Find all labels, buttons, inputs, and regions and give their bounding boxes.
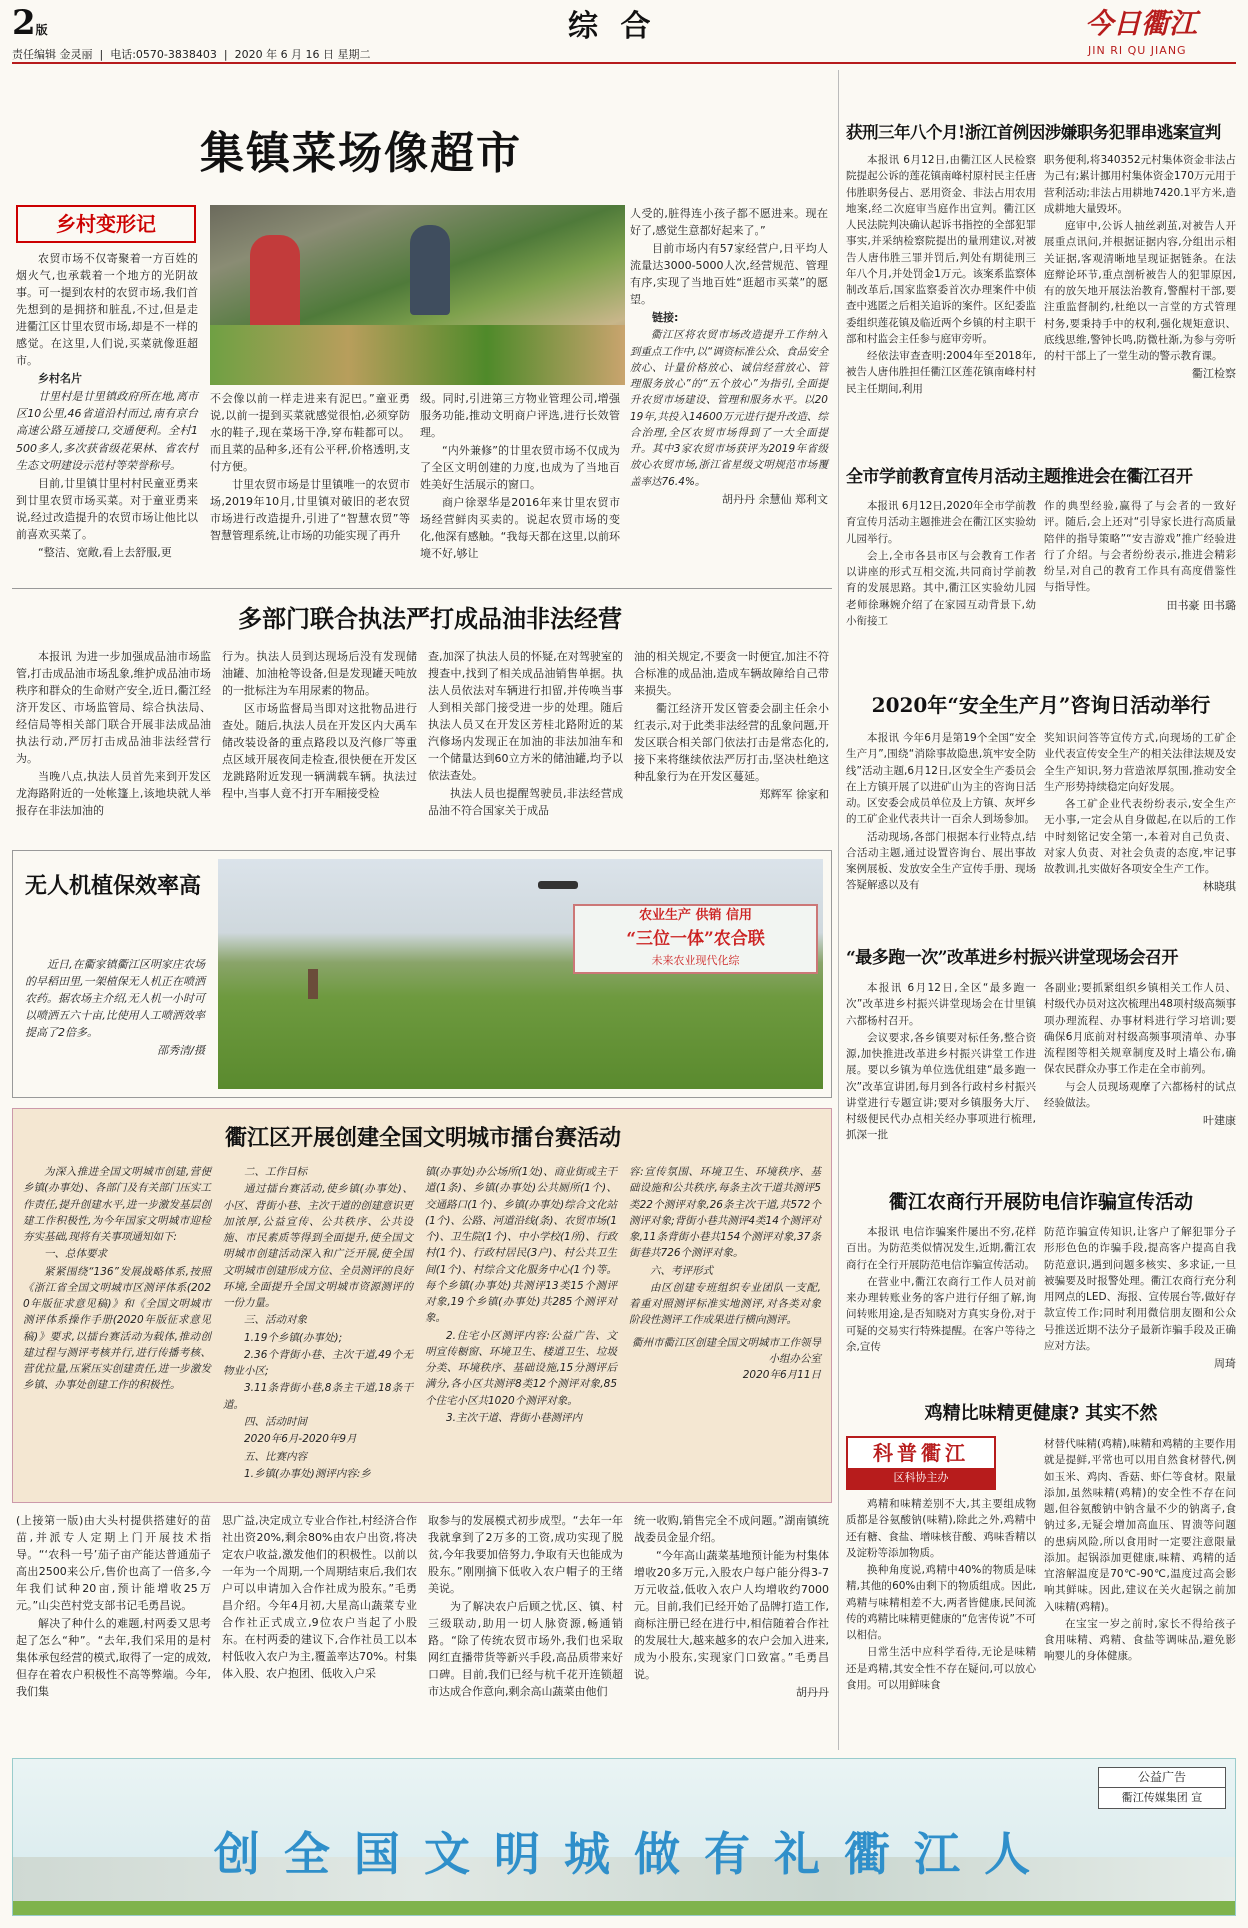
a4-title: “最多跑一次”改革进乡村振兴讲堂现场会召开 [846, 948, 1179, 968]
civ-col-4 [629, 1164, 821, 1383]
paragraph: 执法人员也提醒驾驶员,非法经营成品油不符合国家关于成品 [428, 787, 623, 818]
paragraph: 人受的,脏得连小孩子都不愿进来。现在好了,感觉生意都好起来了。” [630, 207, 828, 238]
paragraph: 区市场监督局当即对这批物品进行查处。随后,执法人员在开发区内大禹车储改装设备的重点路段以及汽修厂等重点区域开展夜间走检查,很快便在开发区龙跳路附近发现一辆满载车辆。执法过程中,当事人竟不打开车厢接受检 [222, 702, 417, 801]
editor-line: 责任编辑 金灵丽 | 电话:0570-3838403 | 2020 年 6 月 16 日 星期二 [12, 48, 371, 61]
signature-org: 衢州市衢江区创建全国文明城市工作领导小组办公室 [632, 1336, 821, 1365]
shopper-figure [250, 235, 300, 335]
market-title: 集镇菜场像超市 [200, 128, 522, 179]
paragraph: 衢江经济开发区管委会副主任余小红表示,对于此类非法经营的乱象问题,开发区联合相关部门依法打击是常态化的,接下来将继续依法严厉打击,坚决杜绝这种乱象行为在开发区蔓延。 [634, 702, 829, 784]
section-name: 综 合 [568, 9, 657, 44]
a5-title: 衢江农商行开展防电信诈骗宣传活动 [888, 1191, 1193, 1213]
paragraph: 镇(办事处)办公场所(1处)、商业街或主干道(1条)、乡镇(办事处)公共厕所(1个)、交通路口(1个)、乡镇(办事处)综合文化站(1个)、公路、河道沿线(条)、农贸市场(1个)、卫生院(1个)、中小学校(1所)、行政村(1个)、行政村居民(3户)、村公共卫生间(1个)、村综合文化服务中心(1个)等。每个乡镇(办事处)共测评13类15个测评对象,19个乡镇(办事处)共285个测评对象。 [425, 1166, 617, 1325]
paragraph: 解决了种什么的难题,村两委又思考起了怎么“种”。“去年,我们采用的是村集体承包经营的模式,取得了一定的成效,但存在着农户积极性不高等弊端。今年,我们集 [16, 1617, 211, 1699]
oil-col-2 [222, 648, 417, 803]
paragraph: 目前市场内有57家经营户,日平均人流量达3000-5000人次,经营规范、管理有序,实现了当地百姓“逛超市买菜”的愿望。 [630, 242, 828, 307]
page-number-digit: 2 [12, 3, 36, 43]
a1-col-2 [1044, 152, 1236, 383]
paragraph: 当晚八点,执法人员首先来到开发区龙海路附近的一处帐篷上,该地块就人举报存在非法加油的 [16, 770, 211, 818]
market-photo [210, 205, 625, 385]
paragraph: 农贸市场不仅寄聚着一方百姓的烟火气,也承载着一个地方的光阴故事。可一提到农村的农贸市场,我们首先想到的是拥挤和脏乱,不过,但是走进衢江区廿里农贸市场,却是不一样的感觉。在这里,人们说,买菜就像逛超市。 [16, 252, 198, 368]
paragraph: “今年高山蔬菜基地预计能为村集体增收20多万元,入股农户每户能分得3-7万元收益,低收入农户人均增收约7000元。目前,我们已经开始了品牌打造工作,商标注册已经在进行中,相信随着合作社的发展壮大,越来越多的农户会加入进来,成为小股东,实现家门口致富。”毛勇昌说。 [634, 1549, 829, 1682]
market-col-3 [420, 390, 620, 563]
byline: 叶建康 [1203, 1114, 1236, 1128]
paragraph: 四、活动时间 [244, 1415, 307, 1428]
paragraph: 为了解决农户后顾之忧,区、镇、村三级联动,助用一切人脉资源,畅通销路。“除了传统农贸市场外,我们也采取网红直播带货等新兴手段,高品质带来好口碑。目前,我们已经与杭千花开连锁超市达成合作意向,剩余高山蔬菜由他们 [428, 1600, 623, 1699]
paragraph: 六、考评形式 [650, 1264, 713, 1277]
paragraph: 在营业中,衢江农商行工作人员对前来办理转账业务的客户进行仔细了解,询问转账用途,是否知晓对方真实身份,对于可疑的交易实行特殊提醒。在客户等待之余,宣传 [846, 1275, 1036, 1353]
billboard-line-3: 未来农业现代化综 [651, 954, 740, 968]
a4-col-1 [846, 980, 1036, 1145]
editor-phone: 电话:0570-3838403 [110, 48, 217, 61]
drone-title: 无人机植保效率高 [25, 873, 202, 899]
paragraph: 不会像以前一样走进来有泥巴。”童亚勇说,以前一提到买菜就感觉很怕,必须穿防水的鞋子,现在菜场干净,穿布鞋都可以。而且菜的品种多,还有公平秤,价格透明,支付方便。 [210, 392, 410, 474]
paragraph: 一、总体要求 [44, 1248, 107, 1261]
paragraph: 本报讯 6月12日,2020年全市学前教育宣传月活动主题推进会在衢江区实验幼儿园举行。 [846, 500, 1036, 545]
paragraph: 在宝宝一岁之前时,家长不得给孩子食用味精、鸡精、食盐等调味品,避免影响婴儿的身体健康。 [1044, 1617, 1236, 1663]
drone-icon [538, 881, 578, 889]
market-col-4 [630, 205, 828, 508]
paragraph: 防范诈骗宣传知识,让客户了解犯罪分子形形色色的诈骗手段,提高客户提高自我防范意识,遇到问题多核实、多求证,一旦被骗要及时报警处理。衢江农商行充分利用网点的LED、海报、宣传展台等,做好存款宣传工作;同时利用微信朋友圈和公众号推送近期不法分子最新诈骗手段及正确应对方法。 [1044, 1226, 1236, 1352]
paragraph: “整洁、宽敞,看上去舒服,更 [38, 545, 172, 559]
paragraph: 廿里农贸市场是廿里镇唯一的农贸市场,2019年10月,廿里镇对破旧的老农贸市场进行改造提升,引进了“智慧农贸”等智慧管理系统,让市场的功能实现了再升 [210, 478, 410, 543]
paragraph: 3.主次干道、背街小巷测评内 [446, 1411, 583, 1424]
paragraph: 本报讯 电信诈骗案件屡出不穷,花样百出。为防范类似情况发生,近期,衢江农商行在全行开展防范电信诈骗宣传活动。 [846, 1226, 1036, 1271]
a5-col-2 [1044, 1224, 1236, 1372]
byline: 胡丹丹 [796, 1686, 829, 1700]
farm-billboard [573, 904, 818, 974]
paragraph: 由区创建专班组织专业团队一支配,着重对照测评标准实地测评,对各类对象阶段性测评工作成果进行横向测评。 [629, 1281, 821, 1327]
vendor-figure [410, 225, 450, 315]
byline: 林晓琪 [1203, 880, 1236, 894]
paragraph: 会议要求,各乡镇要对标任务,整合资源,加快推进改革进乡村振兴讲堂工作进展。要以乡镇为单位选优组建“最多跑一次”改革宣讲团,每月到各行政村乡村振兴讲堂进行专题宣讲;要对乡镇服务大厅、村级便民代办点相关经办事项进行梳理,抓深一批 [846, 1031, 1036, 1142]
paragraph: 容:宣传氛围、环境卫生、环境秩序、基础设施和公共秩序,每条主次干道共测评5类22个测评对象,26条主次干道,共572个测评对象;背街小巷共测评4类14个测评对象,11条背街小巷共154个测评对象,37条街巷共726个测评对象。 [629, 1166, 821, 1260]
science-badge [846, 1436, 996, 1490]
ad-sponsor: 衢江传媒集团 宣 [1121, 1791, 1203, 1804]
cont-col-1 [16, 1512, 211, 1702]
civ-box [12, 1108, 832, 1503]
a3-title: 2020年“安全生产月”咨询日活动举行 [871, 693, 1211, 717]
a2-col-1 [846, 498, 1036, 630]
ad-slogan: 创 全 国 文 明 城 做 有 礼 衢 江 人 [213, 1827, 1035, 1881]
a3-col-2 [1044, 730, 1236, 895]
signature-date: 2020年6月11日 [742, 1369, 821, 1382]
science-badge-title: 科普衢江 [873, 1441, 969, 1465]
cont-col-3 [428, 1512, 623, 1702]
paragraph: 统一收购,销售完全不成问题。”湖南镇统战委员金显介绍。 [634, 1514, 829, 1545]
a6-col-1 [846, 1496, 1036, 1694]
photographer: 邵秀清/摄 [157, 1044, 205, 1058]
paragraph: 各工矿企业代表纷纷表示,安全生产无小事,一定会从自身做起,在以后的工作中时刻铭记安全第一,本着对自己负责、对家人负责、对社会负责的态度,牢记事故教训,扎实做好各项安全生产工作。 [1044, 798, 1236, 876]
paragraph: 本报讯 今年6月是第19个全国“安全生产月”,围绕“消除事故隐患,筑牢安全防线”活动主题,6月12日,区安全生产委员会在上方镇开展了以进矿山为主的咨询日活动。区安委会成员单位及上方镇、灰坪乡的工矿企业代表共计一百余人到场参加。 [846, 732, 1036, 826]
paragraph: 3.11条背街小巷,8条主干道,18条干道。 [223, 1382, 413, 1411]
billboard-line-1: 农业生产 供销 信用 [638, 908, 753, 923]
civ-title: 衢江区开展创建全国文明城市擂台赛活动 [224, 1125, 621, 1151]
header-rule [12, 62, 1236, 64]
oil-title: 多部门联合执法严打成品油非法经营 [238, 604, 622, 633]
paragraph: 五、比赛内容 [244, 1450, 307, 1463]
paragraph: 查,加深了执法人员的怀疑,在对驾驶室的搜查中,找到了相关成品油销售单据。执法人员依法对车辆进行扣留,并传唤当事人到相关部门接受进一步的处理。随后执法人员又在开发区芳桂北路附近的某汽修场内发现正在加油的非法加油车和一个储量达到60立方米的储油罐,均予以依法查处。 [428, 650, 623, 783]
a6-title: 鸡精比味精更健康? 其实不然 [924, 1403, 1158, 1424]
column-divider [838, 70, 839, 1750]
ground-band [13, 1901, 1235, 1915]
paragraph: 奖知识问答等宣传方式,向现场的工矿企业代表宣传安全生产的相关法律法规及安全生产知识,努力营造浓厚氛围,推动安全生产形势持续稳定向好发展。 [1044, 732, 1236, 793]
paragraph: 职务便利,将340352元村集体资金非法占为己有;累计挪用村集体资金170万元用于营利活动;非法占用耕地7420.1平方米,造成耕地大量毁坏。 [1044, 154, 1236, 215]
brand-logo: 今日衢江 [1085, 7, 1198, 40]
paragraph: 1.乡镇(办事处)测评内容:乡 [244, 1467, 371, 1480]
oil-col-3 [428, 648, 623, 820]
ad-tag: 公益广告 [1099, 1768, 1225, 1788]
editor-name: 责任编辑 金灵丽 [12, 48, 93, 61]
paragraph: 各副业;要抓紧组织乡镇相关工作人员、村级代办员对这次梳理出48项村级高频事项办理流程、办事材料进行学习培训;要确保6月底前对村级高频事项清单、办事流程图等相关规章制度及时上墙公布,确保农民群众办事工作走在全市前列。 [1044, 982, 1236, 1076]
civ-col-2 [223, 1164, 413, 1483]
market-col-2 [210, 390, 410, 545]
paragraph: 作的典型经验,赢得了与会者的一致好评。随后,会上还对“引导家长进行高质量陪伴的指导策略”“安吉游戏”推广经验进行了介绍。与会者纷纷表示,推进会精彩纷呈,对自己的教育工作具有高度借鉴性与指导性。 [1044, 500, 1236, 594]
paragraph: 1.19个乡镇(办事处); [244, 1331, 343, 1344]
paragraph: 三、活动对象 [244, 1314, 307, 1327]
paragraph: 与会人员现场观摩了六都杨村的试点经验做法。 [1044, 1080, 1236, 1109]
byline: 周琦 [1214, 1357, 1236, 1371]
divider [12, 588, 832, 589]
paragraph: 思广益,决定成立专业合作社,村经济合作社出资20%,剩余80%由农户出资,将决定农户收益,激发他们的积极性。以前以一年为一个周期,一个周期结束后,我们农户可以申请加入合作社成为股东。”毛勇昌介绍。今年4月初,大星高山蔬菜专业合作社正式成立,9位农户当起了小股东。在村两委的建议下,合作社员工以本村低收入农户为主,覆盖率达70%。村集体入股、农户抱团、低收入户采 [222, 1514, 417, 1681]
page-number [12, 3, 48, 43]
ad-tag-box [1098, 1767, 1226, 1809]
a4-col-2 [1044, 980, 1236, 1129]
a5-col-1 [846, 1224, 1036, 1356]
issue-date: 2020 年 6 月 16 日 星期二 [234, 48, 371, 61]
paragraph: 廿里村是廿里镇政府所在地,离市区10公里,46省道沿村而过,南有京台高速公路互通接口,交通便利。全村1500多人,多次获省级花果林、省农村生态文明建设示范村等荣誉称号。 [16, 390, 198, 472]
paragraph: 本报讯 为进一步加强成品油市场监管,打击成品油市场乱象,维护成品油市场秩序和群众的生命财产安全,近日,衢江经济开发区、市场监管局、综合执法局、经信局等相关部门联合开展非法成品油执法行动,严厉打击成品油非法经营行为。 [16, 650, 211, 766]
paragraph: 活动现场,各部门根据本行业特点,结合活动主题,通过设置咨询台、展出事故案例展板、发放安全生产宣传手册、现场答疑解惑以及有 [846, 830, 1036, 892]
paragraph: 本报讯 6月12日,由衢江区人民检察院提起公诉的莲花镇南峰村原村民主任唐伟胜职务侵占、恶用资金、非法占用农用地案,经二次庭审当庭作出宣判。衢江区人民法院判决确认起诉书指控的全部犯罪事实,并采纳检察院提出的量刑建议,对被告人唐伟胜三罪并罚后,判处有期徒刑三年八个月,并处罚金1万元。该案系监察体制改革后,国家监察委首次办理案件中侦查中逃匿之后相关追诉的案件。区纪委监委组织莲花镇及临近两个乡镇的村主职干部和村监会主任参与庭审旁听。 [846, 154, 1036, 345]
public-service-ad [12, 1758, 1236, 1916]
page-number-unit: 版 [35, 23, 48, 37]
cont-col-2 [222, 1512, 417, 1683]
paragraph: 会上,全市各县市区与会教育工作者以讲座的形式互相交流,共同商讨学前教育的发展思路。其中,衢江区实验幼儿园老师徐琳婉介绍了在家园互动背景下,幼小衔接工 [846, 549, 1036, 627]
drone-box [12, 850, 832, 1098]
paragraph: 换种角度说,鸡精中40%的物质是味精,其他的60%由剩下的物质组成。因此,鸡精与味精相差不大,两者皆健康,民间流传的鸡精比味精更健康的“危害传说”不可以相信。 [846, 1564, 1036, 1642]
paragraph: 2020年6月-2020年9月 [244, 1433, 357, 1446]
oil-col-4 [634, 648, 829, 803]
produce-counter [210, 325, 625, 385]
cont-col-4 [634, 1512, 829, 1702]
paragraph: 级。同时,引进第三方物业管理公司,增强服务功能,推动文明商户评选,进行长效管理。 [420, 392, 620, 440]
paragraph: 乡村名片 [38, 372, 82, 386]
civ-col-3 [425, 1164, 617, 1427]
science-badge-sub: 区科协主办 [848, 1468, 994, 1488]
oil-col-1 [16, 648, 211, 820]
market-col-1 [16, 250, 198, 562]
paragraph: 取参与的发展模式初步成型。“去年一年我就拿到了2万多的工资,成功实现了脱贫,今年我要加倍努力,争取有天也能成为股东。”刚刚摘下低收入农户帽子的王绪美说。 [428, 1514, 623, 1596]
paragraph: 链接: [652, 311, 679, 325]
paragraph: 通过擂台赛活动,使乡镇(办事处)、小区、背街小巷、主次干道的创建意识更加浓厚,公益宣传、公共秩序、公共设施、市民素质等得到全面提升,使全国文明城市创建活动深入和广泛开展,使全国文明城市创建形成方位、全员测评的良好环境,全面提升全国文明城市资源测评的一份力量。 [223, 1183, 413, 1310]
a2-col-2 [1044, 498, 1236, 614]
drone-photo [218, 859, 823, 1089]
billboard-line-2: “三位一体”农合联 [626, 929, 765, 950]
paragraph: 材替代味精(鸡精),味精和鸡精的主要作用就是提鲜,平常也可以用自然食材替代,例如玉米、鸡肉、香菇、虾仁等食材。限量添加,虽然味精(鸡精)的安全性不存在问题,但谷氨酸钠中钠含量不少的钠离子,食钠过多,无疑会增加高血压、胃溃等问题的患病风险,所以食用时一定要注意限量添加。起锅添加更健康,味精、鸡精的适宜溶解温度是70℃-90℃,温度过高会影响其鲜味。因此,建议在关火起锅之前加入味精(鸡精)。 [1044, 1438, 1236, 1613]
paragraph: 日常生活中应科学看待,无论是味精还是鸡精,其安全性不存在疑问,可以放心食用。可以用鲜味食 [846, 1646, 1036, 1691]
paragraph: 经依法审查查明:2004年至2018年,被告人唐伟胜担任衢江区莲花镇南峰村村民主任期间,利用 [846, 350, 1036, 395]
person-figure [308, 969, 318, 999]
paragraph: 紧紧围绕“136”发展战略体系,按照《浙江省全国文明城市区测评体系(2020年版征求意见稿)》和《全国文明城市测评体系操作手册(2020年版征求意见稿)》要求,以擂台赛活动为载体,推动创建过程与测评考核并行,进行传播考核、营优拉量,压紧压实创建责任,进一步激发乡镇、办事处创建工作的积极性。 [23, 1265, 211, 1392]
paragraph: 行为。执法人员到达现场后没有发现储油罐、加油枪等设备,但是发现罐天吨放的一批标注为车用尿素的物品。 [222, 650, 417, 698]
a3-col-1 [846, 730, 1036, 895]
brand-pinyin: JIN RI QU JIANG [1088, 44, 1187, 57]
paragraph: (上接第一版)由大头村提供搭建好的苗苗,并派专人定期上门开展技术指导。“‘农科一号’茄子亩产能达普通茄子高出2500来公斤,售价也高了一倍多,今年我们试种20亩,预计能增收25万元。”山尖芭村党支部书记毛勇昌说。 [16, 1514, 211, 1613]
paragraph: 2.住宅小区测评内容:公益广告、文明宣传橱窗、环境卫生、楼道卫生、垃圾分类、环境秩序、基础设施,15分测评后满分,各小区共测评8类12个测评对象,85个住宅小区共1020个测评对象。 [425, 1329, 617, 1407]
paragraph: 二、工作目标 [244, 1166, 307, 1178]
a6-col-2 [1044, 1436, 1236, 1666]
paragraph: “内外兼修”的廿里农贸市场不仅成为了全区文明创建的力度,也成为了当地百姓美好生活展示的窗口。 [420, 444, 620, 492]
column-badge: 乡村变形记 [16, 205, 196, 243]
page-header [0, 0, 1248, 64]
byline: 田书豪 田书璐 [1166, 598, 1236, 612]
paragraph: 目前,廿里镇廿里村村民童亚勇来到廿里农贸市场买菜。对于童亚勇来说,经过改造提升的农贸市场让他比以前喜欢买菜了。 [16, 476, 198, 541]
paragraph: 庭审中,公诉人抽丝剥茧,对被告人开展重点讯问,并根据证据内容,分组出示相关证据,客观清晰地呈现证据链条。在法庭辩论环节,重点剖析被告人的犯罪原因,有的放矢地开展法治教育,警醒村干部,要注重监督制约,杜绝以一言堂的方式管理村务,要秉持手中的权利,强化规矩意识、底线思维,警钟长鸣,防微杜渐,为参与旁听的村干部上了一堂生动的警示教育课。 [1044, 220, 1236, 363]
paragraph: 油的相关规定,不要贪一时便宜,加注不符合标准的成品油,造成车辆故障给自己带来损失。 [634, 650, 829, 698]
paragraph: 鸡精和味精差别不大,其主要组成物质都是谷氨酸钠(味精),除此之外,鸡精中还有糖、食盐、增味核苷酸、鸡味香精以及淀粉等添加物质。 [846, 1498, 1036, 1559]
paragraph: 2.36个背街小巷、主次干道,49个无物业小区; [223, 1348, 413, 1378]
byline: 郑辉军 徐家和 [759, 788, 829, 802]
a1-col-1 [846, 152, 1036, 398]
paragraph: 为深入推进全国文明城市创建,营便乡镇(办事处)、各部门及有关部门压实工作责任,提升创建水平,进一步激发基层创建工作积极性,为今年国家文明城市迎检夯实基础,现将有关事项通知如下: [23, 1166, 211, 1244]
paragraph: 衢江区将农贸市场改造提升工作纳入到重点工作中,以“调资标准公众、食品安全放心、计量价格放心、诚信经营放心、管理服务放心”的“五个放心”为指引,全面提升农贸市场建设、管理和服务水平。以2019年,共投入14600万元进行提升改造、综合治理,全区农贸市场得到了一大全面提升。其中3家农贸市场获评为2019年省级放心农贸市场,浙江省星级文明规范市场覆盖率达76.4%。 [630, 329, 828, 488]
byline: 衢江检察 [1192, 367, 1236, 381]
paragraph: 商户徐翠华是2016年来廿里农贸市场经营鲜肉买卖的。说起农贸市场的变化,他深有感触。“我每天都在这里,以前环境不好,够让 [420, 496, 620, 561]
byline: 胡丹丹 余慧仙 郑利文 [722, 492, 828, 506]
caption-text: 近日,在衢家镇衢江区明家庄农场的早稻田里,一架植保无人机正在喷洒农药。据农场主介绍,无人机一小时可以喷洒五六十亩,比使用人工喷洒效率提高了2倍多。 [25, 958, 205, 1040]
civ-col-1 [23, 1164, 211, 1395]
paragraph: 本报讯 6月12日,全区“最多跑一次”改革进乡村振兴讲堂现场会在廿里镇六都杨村召开。 [846, 982, 1036, 1027]
a2-title: 全市学前教育宣传月活动主题推进会在衢江召开 [846, 467, 1193, 487]
a1-title: 获刑三年八个月!浙江首例因涉嫌职务犯罪串逃案宣判 [846, 123, 1221, 142]
drone-caption [25, 956, 205, 1059]
